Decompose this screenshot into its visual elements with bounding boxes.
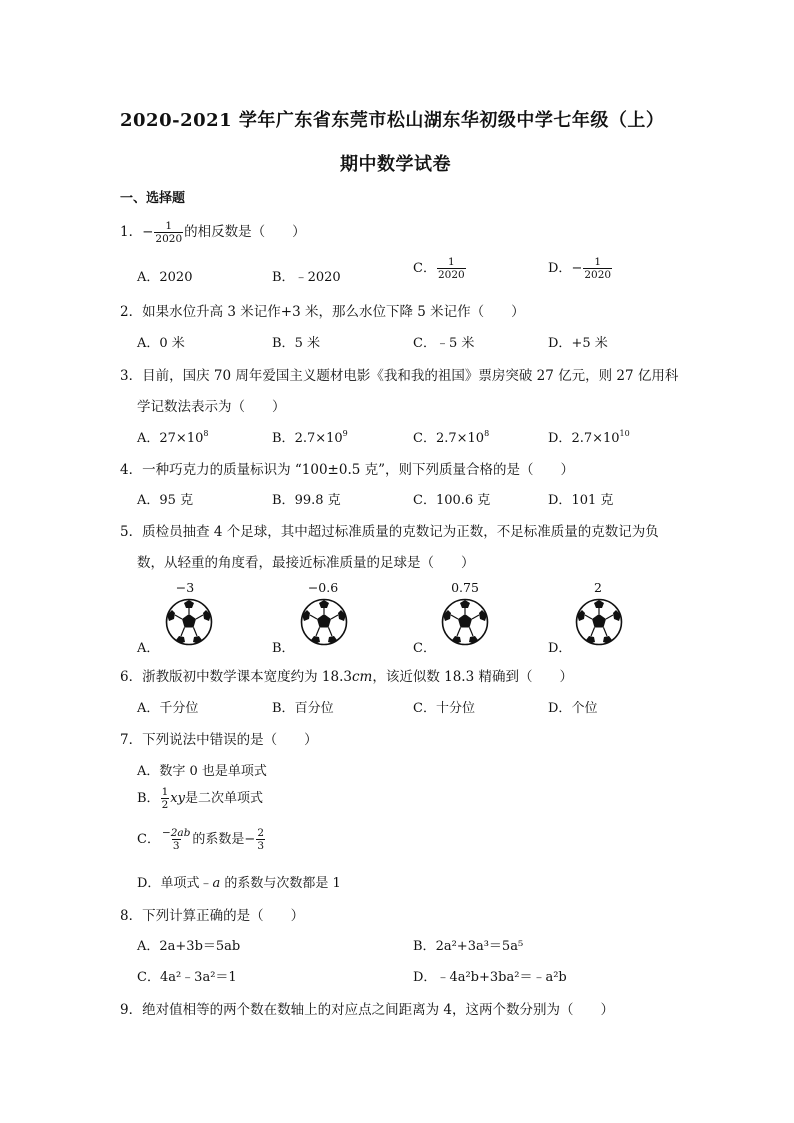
- option-text: 95 克: [159, 493, 194, 508]
- question-stem-end: ，该近似数 18.3 精确到（ ）: [372, 669, 573, 685]
- question-stem: 的相反数是（ ）: [184, 224, 306, 240]
- soccer-ball-icon: [300, 598, 348, 650]
- option-text: 是二次单项式: [184, 791, 263, 806]
- denominator: 2020: [437, 269, 465, 281]
- question-stem: 一种巧克力的质量标识为 “100±0.5 克”，则下列质量合格的是（ ）: [142, 462, 575, 478]
- option-d[interactable]: [548, 489, 613, 508]
- option-letter: A．: [137, 270, 160, 285]
- option-text: ﹣2020: [294, 270, 341, 285]
- option-text: 百分位: [294, 701, 334, 716]
- section-heading: 一、选择题: [120, 191, 186, 206]
- option-text-end: 的系数与次数都是 1: [220, 876, 341, 891]
- ball-label-d: 2: [594, 580, 602, 595]
- option-a[interactable]: [137, 427, 208, 446]
- option-text: 单项式﹣: [160, 876, 213, 891]
- option-text: 2a+3b＝5ab: [159, 939, 241, 954]
- option-letter: B．: [272, 431, 295, 446]
- option-d[interactable]: [548, 427, 630, 446]
- option-text: 数字 0 也是单项式: [159, 764, 267, 779]
- option-c[interactable]: [137, 827, 266, 852]
- option-b[interactable]: [272, 427, 348, 446]
- soccer-ball-icon: [165, 598, 213, 650]
- option-d[interactable]: [548, 637, 571, 656]
- option-text: 十分位: [435, 701, 475, 716]
- option-letter: B．: [272, 701, 295, 716]
- fraction: [256, 827, 265, 852]
- question-4: [120, 458, 574, 478]
- option-letter: A．: [137, 939, 160, 954]
- fraction: [161, 786, 170, 811]
- option-c[interactable]: [413, 427, 489, 446]
- denominator: 3: [257, 840, 265, 852]
- option-a[interactable]: [137, 935, 240, 954]
- denominator: 3: [172, 840, 180, 852]
- option-letter: C．: [137, 970, 160, 985]
- option-letter: D．: [548, 431, 572, 446]
- fraction: [154, 220, 183, 245]
- option-c[interactable]: [413, 637, 436, 656]
- page-subtitle: 期中数学试卷: [340, 154, 451, 175]
- numerator: 2: [257, 827, 265, 839]
- question-number: 3．: [120, 368, 143, 384]
- option-letter: A．: [137, 764, 160, 779]
- option-letter: C．: [137, 832, 160, 847]
- option-b[interactable]: [272, 637, 295, 656]
- exponent: 10: [619, 429, 630, 438]
- option-text: 个位: [571, 701, 598, 716]
- option-letter: D．: [548, 493, 572, 508]
- question-5-line2: 数，从轻重的角度看，最接近标准质量的足球是（ ）: [137, 555, 475, 571]
- option-letter: C．: [413, 701, 436, 716]
- option-b[interactable]: [137, 786, 263, 811]
- option-a[interactable]: [137, 489, 193, 508]
- option-base: 27×10: [159, 431, 204, 446]
- variable: xy: [170, 791, 185, 806]
- option-d[interactable]: [137, 872, 341, 891]
- option-letter: D．: [137, 876, 161, 891]
- option-letter: D．: [548, 641, 572, 656]
- exponent: 8: [203, 429, 209, 438]
- exponent: 8: [484, 429, 490, 438]
- question-stem: 如果水位升高 3 米记作+3 米，那么水位下降 5 米记作（ ）: [142, 304, 525, 320]
- option-letter: A．: [137, 641, 160, 656]
- numerator: 1: [161, 786, 169, 798]
- option-text: 0 米: [159, 336, 185, 351]
- exponent: 9: [342, 429, 348, 438]
- question-stem: 下列计算正确的是（ ）: [142, 908, 305, 924]
- option-letter: B．: [272, 270, 295, 285]
- fraction: [437, 256, 466, 281]
- option-text: 千分位: [159, 701, 199, 716]
- option-c[interactable]: [413, 489, 490, 508]
- fraction: [161, 827, 191, 852]
- option-letter: A．: [137, 336, 160, 351]
- option-a[interactable]: [137, 266, 192, 285]
- question-number: 8．: [120, 908, 143, 924]
- option-letter: C．: [413, 431, 436, 446]
- option-letter: A．: [137, 493, 160, 508]
- option-letter: D．: [548, 261, 572, 276]
- option-letter: B．: [413, 939, 436, 954]
- option-b[interactable]: [272, 489, 341, 508]
- option-d[interactable]: [413, 966, 567, 985]
- soccer-ball-icon: [575, 598, 623, 650]
- option-b[interactable]: [272, 697, 334, 716]
- option-text: ﹣4a²b+3ba²＝﹣a²b: [436, 970, 567, 985]
- question-number: 5．: [120, 524, 143, 540]
- option-letter: B．: [272, 336, 295, 351]
- option-text: 99.8 克: [294, 493, 341, 508]
- question-stem: 浙教版初中数学课本宽度约为 18.3: [142, 669, 352, 685]
- option-a[interactable]: [137, 760, 267, 779]
- ball-label-b: −0.6: [307, 580, 339, 595]
- question-stem: 下列说法中错误的是（ ）: [142, 732, 318, 748]
- fraction: [583, 256, 612, 281]
- question-number: 9．: [120, 1002, 143, 1018]
- question-stem: 绝对值相等的两个数在数轴上的对应点之间距离为 4，这两个数分别为（ ）: [142, 1002, 614, 1018]
- option-text: 101 克: [571, 493, 614, 508]
- soccer-ball-icon: [441, 598, 489, 650]
- option-d[interactable]: [548, 697, 597, 716]
- numerator: 1: [165, 220, 173, 232]
- option-letter: B．: [272, 493, 295, 508]
- option-text: +5 米: [571, 336, 608, 351]
- page-title: 2020-2021 学年广东省东莞市松山湖东华初级中学七年级（上）: [120, 110, 665, 131]
- option-a[interactable]: [137, 332, 185, 351]
- option-text: 100.6 克: [435, 493, 491, 508]
- question-number: 1．: [120, 224, 143, 240]
- option-text: 5 米: [294, 336, 320, 351]
- variable: a: [212, 876, 221, 891]
- option-base: 2.7×10: [571, 431, 620, 446]
- numerator: −2ab: [161, 827, 191, 839]
- question-stem: 质检员抽查 4 个足球，其中超过标准质量的克数记为正数，不足标准质量的克数记为负: [142, 524, 659, 540]
- option-b[interactable]: [272, 332, 320, 351]
- option-letter: C．: [413, 336, 436, 351]
- option-a[interactable]: [137, 637, 159, 656]
- option-text: 4a²﹣3a²＝1: [159, 970, 237, 985]
- ball-label-c: 0.75: [451, 580, 479, 595]
- option-letter: D．: [548, 336, 572, 351]
- option-d[interactable]: [548, 256, 613, 281]
- option-d[interactable]: [548, 332, 608, 351]
- question-8: [120, 904, 304, 924]
- option-letter: C．: [413, 641, 436, 656]
- option-c[interactable]: [137, 966, 237, 985]
- option-letter: A．: [137, 431, 160, 446]
- option-letter: A．: [137, 701, 160, 716]
- minus-sign: −: [142, 224, 154, 240]
- denominator: 2020: [155, 233, 183, 245]
- option-text: 2a²+3a³＝5a⁵: [435, 939, 524, 954]
- option-base: 2.7×10: [294, 431, 343, 446]
- numerator: 1: [594, 256, 602, 268]
- option-letter: B．: [137, 791, 160, 806]
- question-3-line2: 学记数法表示为（ ）: [137, 399, 286, 415]
- unit: cm: [351, 669, 373, 685]
- question-number: 4．: [120, 462, 143, 478]
- question-number: 2．: [120, 304, 143, 320]
- question-6: [120, 665, 573, 685]
- question-3: [120, 364, 678, 384]
- denominator: 2: [161, 799, 169, 811]
- minus-sign: −: [571, 261, 583, 276]
- option-letter: D．: [413, 970, 437, 985]
- question-number: 7．: [120, 732, 143, 748]
- option-c[interactable]: [413, 697, 475, 716]
- option-text: 的系数是−: [192, 832, 256, 847]
- option-b[interactable]: [272, 266, 341, 285]
- option-letter: B．: [272, 641, 295, 656]
- question-5: [120, 520, 659, 540]
- option-c[interactable]: [413, 332, 474, 351]
- option-base: 2.7×10: [435, 431, 485, 446]
- option-a[interactable]: [137, 697, 198, 716]
- option-letter: C．: [413, 261, 436, 276]
- denominator: 2020: [584, 269, 612, 281]
- question-9: [120, 998, 614, 1018]
- option-letter: C．: [413, 493, 436, 508]
- option-text: ﹣5 米: [435, 336, 475, 351]
- option-letter: D．: [548, 701, 572, 716]
- question-2: [120, 300, 525, 320]
- question-7: [120, 728, 318, 748]
- option-c[interactable]: [413, 256, 467, 281]
- question-1: [120, 220, 306, 245]
- ball-label-a: −3: [175, 580, 195, 595]
- option-b[interactable]: [413, 935, 523, 954]
- question-stem: 目前，国庆 70 周年爱国主义题材电影《我和我的祖国》票房突破 27 亿元，则 27 亿用科: [142, 368, 679, 384]
- option-text: 2020: [159, 270, 193, 285]
- numerator: 1: [447, 256, 455, 268]
- question-number: 6．: [120, 669, 143, 685]
